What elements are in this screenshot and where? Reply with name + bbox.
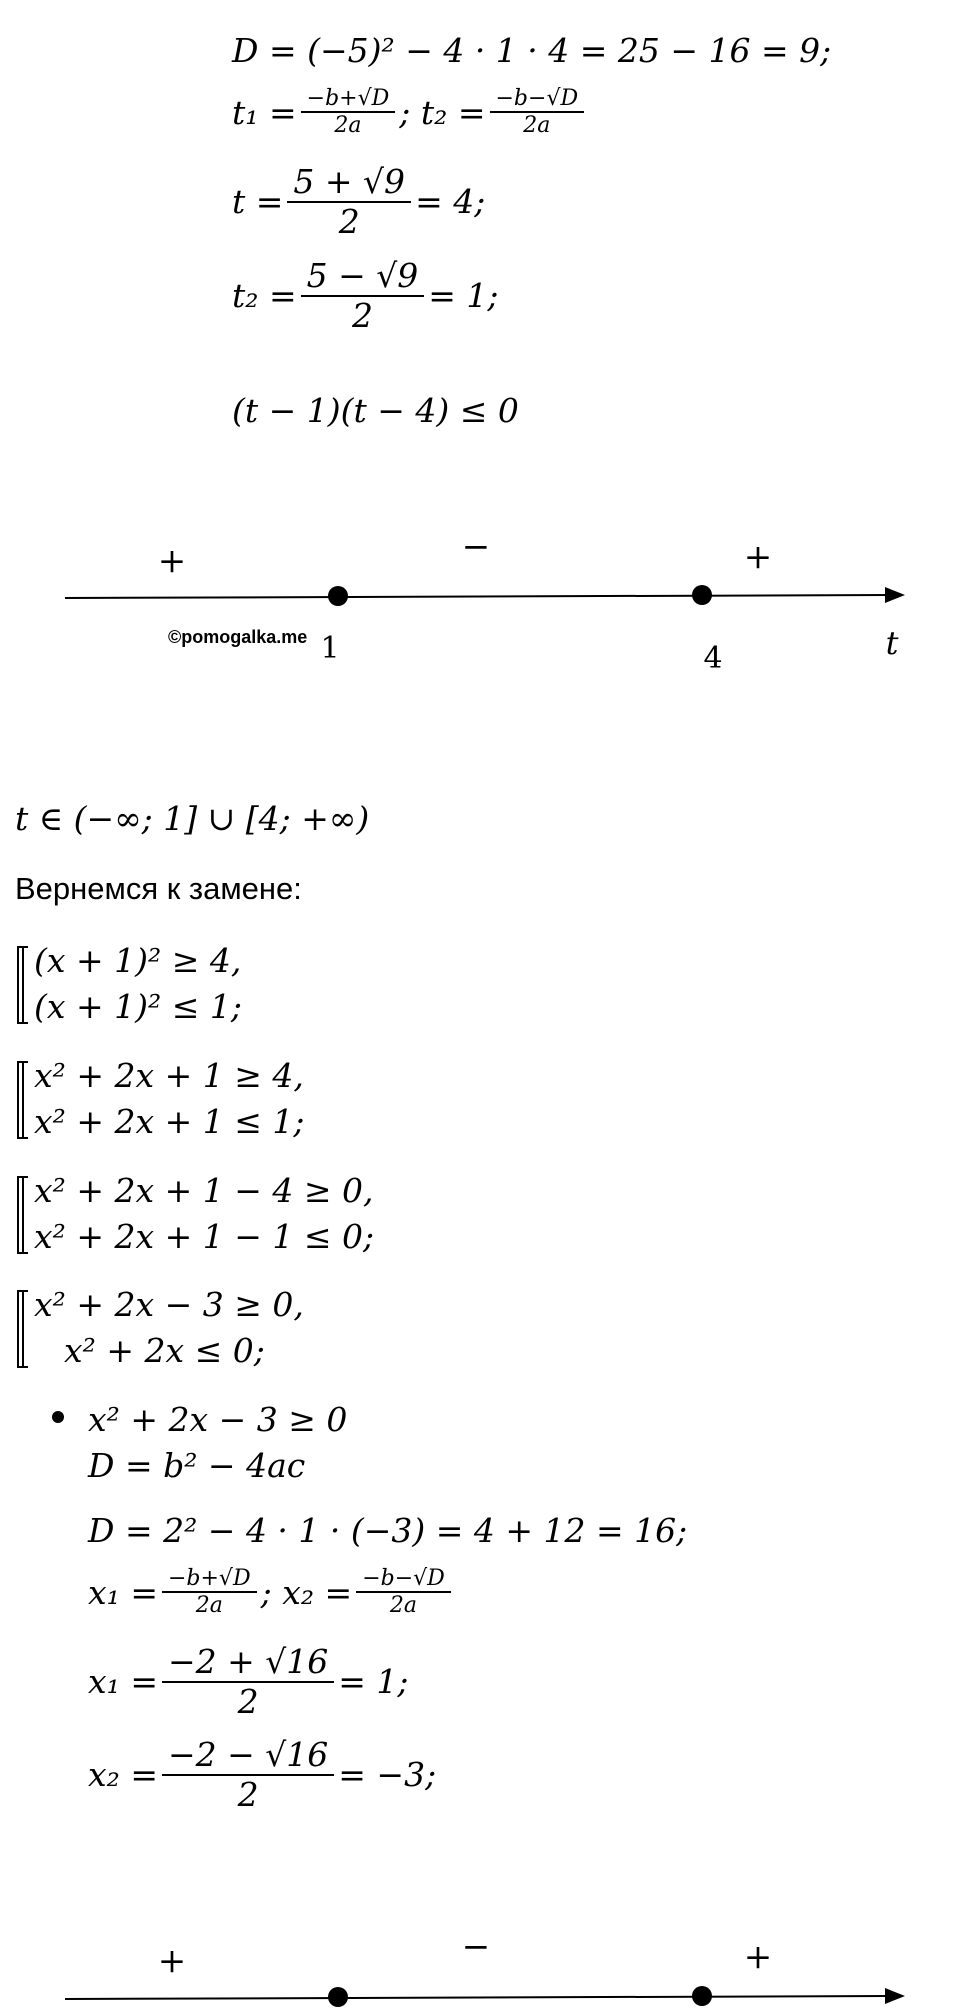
discriminant-line: D = (−5)² − 4 · 1 · 4 = 25 − 16 = 9;	[232, 31, 832, 70]
t2-label: ; t₂ =	[399, 92, 486, 132]
x2-label: ; x₂ =	[260, 1572, 353, 1612]
collection-bracket	[17, 1176, 28, 1254]
roots-formula-t	[232, 86, 588, 139]
collection-bracket	[17, 1290, 28, 1368]
roots-formula-x	[88, 1566, 455, 1619]
fraction-numerator: −b+√D	[301, 86, 396, 113]
sub-inequality: x² + 2x − 3 ≥ 0	[88, 1400, 348, 1439]
x1-root-fraction	[162, 1643, 334, 1721]
x1-root-label: x₁ =	[88, 1662, 158, 1702]
sign-left: +	[157, 1941, 187, 1981]
x2-root	[88, 1736, 436, 1814]
t1-root-label: t =	[232, 182, 284, 222]
axis-label-t: t	[885, 624, 899, 662]
x2-root-value: = −3;	[338, 1755, 437, 1795]
x1-root-value: = 1;	[338, 1662, 409, 1702]
label-point-1: 1	[320, 631, 340, 666]
system1-line2: (x + 1)² ≤ 1;	[34, 987, 242, 1026]
fraction-denominator: 2a	[389, 1593, 418, 1619]
fraction-numerator: −2 + √16	[162, 1643, 334, 1683]
t2-root-label: t₂ =	[232, 276, 297, 316]
t2-root	[232, 257, 499, 335]
t1-root	[232, 163, 485, 241]
discriminant-formula: D = b² − 4ac	[88, 1446, 306, 1485]
point-1	[328, 586, 348, 606]
system4-line1: x² + 2x − 3 ≥ 0,	[34, 1285, 304, 1324]
number-line-t	[0, 520, 960, 690]
x1-root	[88, 1643, 409, 1721]
system1-line1: (x + 1)² ≥ 4,	[34, 941, 242, 980]
fraction-numerator: 5 + √9	[287, 163, 411, 203]
sign-left: +	[157, 541, 187, 581]
t-interval: t ∈ (−∞; 1] ∪ [4; +∞)	[15, 799, 370, 838]
fraction-denominator: 2a	[523, 113, 551, 139]
fraction-numerator: −2 − √16	[162, 1736, 334, 1776]
t1-label: t₁ =	[232, 92, 297, 132]
t2-root-fraction	[301, 257, 425, 335]
sign-right: +	[743, 1937, 773, 1977]
fraction-denominator: 2a	[334, 113, 362, 139]
axis-arrow	[885, 587, 905, 603]
t2-formula-fraction	[490, 86, 585, 139]
t1-root-fraction	[287, 163, 411, 241]
fraction-denominator: 2	[237, 1681, 259, 1721]
system2-line2: x² + 2x + 1 ≤ 1;	[34, 1102, 305, 1141]
fraction-denominator: 2	[338, 201, 360, 241]
collection-bracket	[17, 1061, 28, 1139]
fraction-denominator: 2	[351, 295, 373, 335]
x2-root-fraction	[162, 1736, 334, 1814]
x2-root-label: x₂ =	[88, 1755, 158, 1795]
x1-formula-fraction	[162, 1566, 257, 1619]
factored-inequality: (t − 1)(t − 4) ≤ 0	[232, 391, 519, 430]
t2-root-value: = 1;	[428, 276, 499, 316]
system2-line1: x² + 2x + 1 ≥ 4,	[34, 1056, 304, 1095]
point-left	[328, 1987, 348, 2007]
collection-bracket	[17, 946, 28, 1024]
axis-line	[65, 595, 895, 598]
fraction-denominator: 2	[237, 1774, 259, 1814]
sign-right: +	[743, 537, 773, 577]
return-to-substitution: Вернемся к замене:	[15, 871, 302, 906]
x2-formula-fraction	[356, 1566, 451, 1619]
fraction-numerator: −b−√D	[356, 1566, 451, 1593]
system3-line1: x² + 2x + 1 − 4 ≥ 0,	[34, 1171, 374, 1210]
point-right	[692, 1986, 712, 2006]
axis-arrow	[885, 1988, 905, 2004]
t1-formula-fraction	[301, 86, 396, 139]
number-line-x	[0, 1920, 960, 2009]
fraction-numerator: 5 − √9	[301, 257, 425, 297]
axis-line	[65, 1996, 895, 1999]
discriminant-value: D = 2² − 4 · 1 · (−3) = 4 + 12 = 16;	[88, 1511, 688, 1550]
x1-label: x₁ =	[88, 1572, 158, 1612]
point-4	[692, 585, 712, 605]
sign-middle: −	[461, 527, 491, 567]
fraction-numerator: −b+√D	[162, 1566, 257, 1593]
system3-line2: x² + 2x + 1 − 1 ≤ 0;	[34, 1217, 375, 1256]
fraction-numerator: −b−√D	[490, 86, 585, 113]
watermark: ©pomogalka.me	[168, 627, 308, 647]
fraction-denominator: 2a	[195, 1593, 223, 1619]
label-point-4: 4	[703, 641, 723, 676]
system4-line2: x² + 2x ≤ 0;	[64, 1331, 265, 1370]
t1-root-value: = 4;	[415, 182, 486, 222]
sign-middle: −	[461, 1927, 491, 1967]
bullet-icon	[52, 1411, 64, 1423]
